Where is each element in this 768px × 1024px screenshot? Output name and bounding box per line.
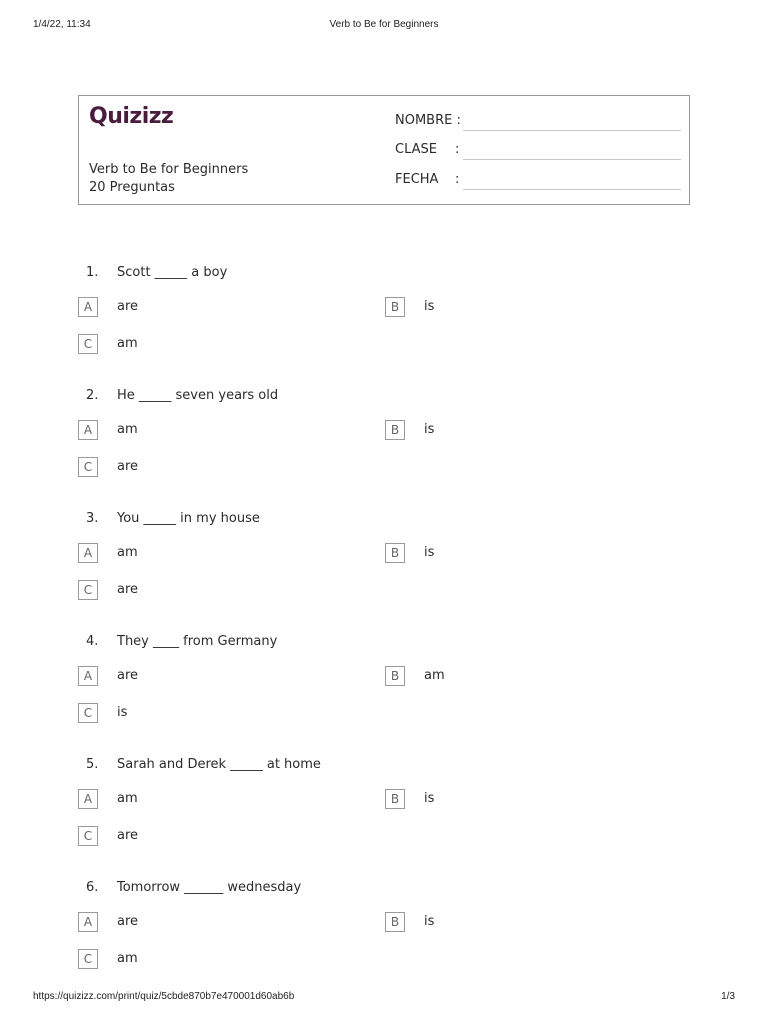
question-text: You _____ in my house [117,511,260,526]
name-line[interactable] [463,130,681,131]
option-text: are [117,582,139,597]
print-footer [0,991,768,1011]
option-b[interactable] [385,912,685,934]
name-label: NOMBRE : [395,113,461,128]
option-text: am [117,422,138,437]
print-header [0,0,768,40]
option-letter-b: B [385,789,405,809]
option-letter-b: B [385,543,405,563]
print-url: https://quizizz.com/print/quiz/5cbde870b7e470001d60ab6b [33,991,295,1002]
option-text: is [424,422,435,437]
option-text: am [117,545,138,560]
print-title: Verb to Be for Beginners [329,19,439,30]
question [0,265,768,388]
class-colon: : [455,142,460,157]
option-b[interactable] [385,543,685,565]
option-letter-a: A [78,543,98,563]
option-text: am [117,791,138,806]
option-b[interactable] [385,420,685,442]
option-c[interactable] [78,826,378,848]
question-text: Tomorrow ______ wednesday [117,880,302,895]
question [0,634,768,757]
option-text: are [117,668,139,683]
print-datetime: 1/4/22, 11:34 [33,19,91,30]
option-c[interactable] [78,703,378,725]
option-b[interactable] [385,666,685,688]
option-letter-a: A [78,420,98,440]
question-text: Sarah and Derek _____ at home [117,757,321,772]
option-a[interactable] [78,420,378,442]
question-number: 3. [86,511,99,526]
option-letter-c: C [78,580,98,600]
option-c[interactable] [78,334,378,356]
option-text: am [117,951,138,966]
option-c[interactable] [78,580,378,602]
question-count: 20 Preguntas [89,180,175,195]
question-number: 4. [86,634,99,649]
date-field[interactable] [395,172,685,192]
option-letter-c: C [78,334,98,354]
question [0,880,768,1003]
option-b[interactable] [385,297,685,319]
question [0,757,768,880]
quiz-title: Verb to Be for Beginners [89,162,249,177]
option-letter-b: B [385,420,405,440]
question-number: 1. [86,265,99,280]
option-letter-c: C [78,949,98,969]
option-a[interactable] [78,912,378,934]
option-letter-b: B [385,666,405,686]
option-letter-c: C [78,826,98,846]
class-field[interactable] [395,142,685,162]
option-text: am [424,668,445,683]
question-text: They ____ from Germany [117,634,278,649]
option-letter-c: C [78,457,98,477]
page-number: 1/3 [721,991,735,1002]
option-c[interactable] [78,457,378,479]
option-a[interactable] [78,789,378,811]
option-letter-a: A [78,297,98,317]
question-number: 5. [86,757,99,772]
option-text: are [117,459,139,474]
date-line[interactable] [463,189,681,190]
option-a[interactable] [78,543,378,565]
question-number: 6. [86,880,99,895]
quizizz-logo: Quizizz [89,104,174,129]
option-a[interactable] [78,297,378,319]
option-letter-b: B [385,297,405,317]
option-letter-b: B [385,912,405,932]
option-text: are [117,828,139,843]
option-text: is [424,299,435,314]
class-label: CLASE [395,142,437,157]
option-letter-a: A [78,912,98,932]
class-line[interactable] [463,159,681,160]
option-a[interactable] [78,666,378,688]
question [0,388,768,511]
name-field[interactable] [395,113,685,133]
option-c[interactable] [78,949,378,971]
option-text: is [117,705,128,720]
date-label: FECHA [395,172,439,187]
date-colon: : [455,172,460,187]
option-text: is [424,791,435,806]
question [0,511,768,634]
option-letter-a: A [78,789,98,809]
option-text: is [424,914,435,929]
option-text: are [117,914,139,929]
question-text: He _____ seven years old [117,388,279,403]
question-text: Scott _____ a boy [117,265,228,280]
question-number: 2. [86,388,99,403]
option-letter-c: C [78,703,98,723]
option-text: is [424,545,435,560]
worksheet-header [78,95,690,205]
option-b[interactable] [385,789,685,811]
option-text: are [117,299,139,314]
option-text: am [117,336,138,351]
option-letter-a: A [78,666,98,686]
